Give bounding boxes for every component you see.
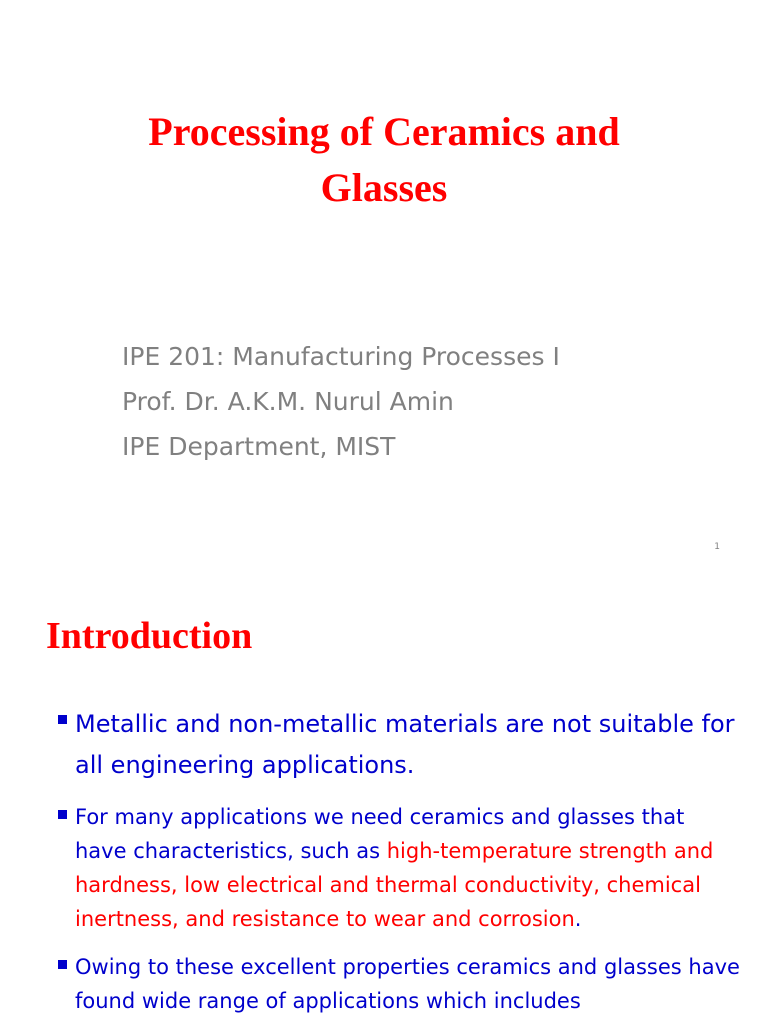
author-name: Prof. Dr. A.K.M. Nurul Amin xyxy=(122,387,454,416)
square-bullet-icon xyxy=(58,960,67,969)
course-name: IPE 201: Manufacturing Processes I xyxy=(122,342,560,371)
bullet-item-3 xyxy=(50,950,740,1018)
slide-subtitle xyxy=(122,334,560,469)
bullet-text-2-before: For many applications we need ceramics and glasses that have characteristics, such as xyxy=(75,805,685,863)
square-bullet-icon xyxy=(58,715,67,724)
slide-title-line-1: Processing of Ceramics and xyxy=(148,109,620,154)
bullet-list xyxy=(50,704,740,1018)
department-name: IPE Department, MIST xyxy=(122,432,396,461)
slide-2 xyxy=(0,576,768,1024)
bullet-text-3: Owing to these excellent properties ceramics and glasses have found wide range of applications which includes xyxy=(75,955,740,1013)
bullet-text-1: Metallic and non-metallic materials are not suitable for all engineering applications. xyxy=(75,710,735,779)
section-heading: Introduction xyxy=(46,615,253,657)
slide-title-line-2: Glasses xyxy=(320,165,448,210)
bullet-item-1 xyxy=(50,704,740,786)
slide-number: 1 xyxy=(714,542,720,552)
bullet-item-2 xyxy=(50,800,740,936)
square-bullet-icon xyxy=(58,810,67,819)
slide-title xyxy=(0,104,768,216)
bullet-text-2-after: . xyxy=(574,907,582,931)
bullet-text-2-highlight: high-temperature strength and hardness, low electrical and thermal conductivity, chemical inertness, and resistance to wear and corrosion xyxy=(75,839,714,931)
